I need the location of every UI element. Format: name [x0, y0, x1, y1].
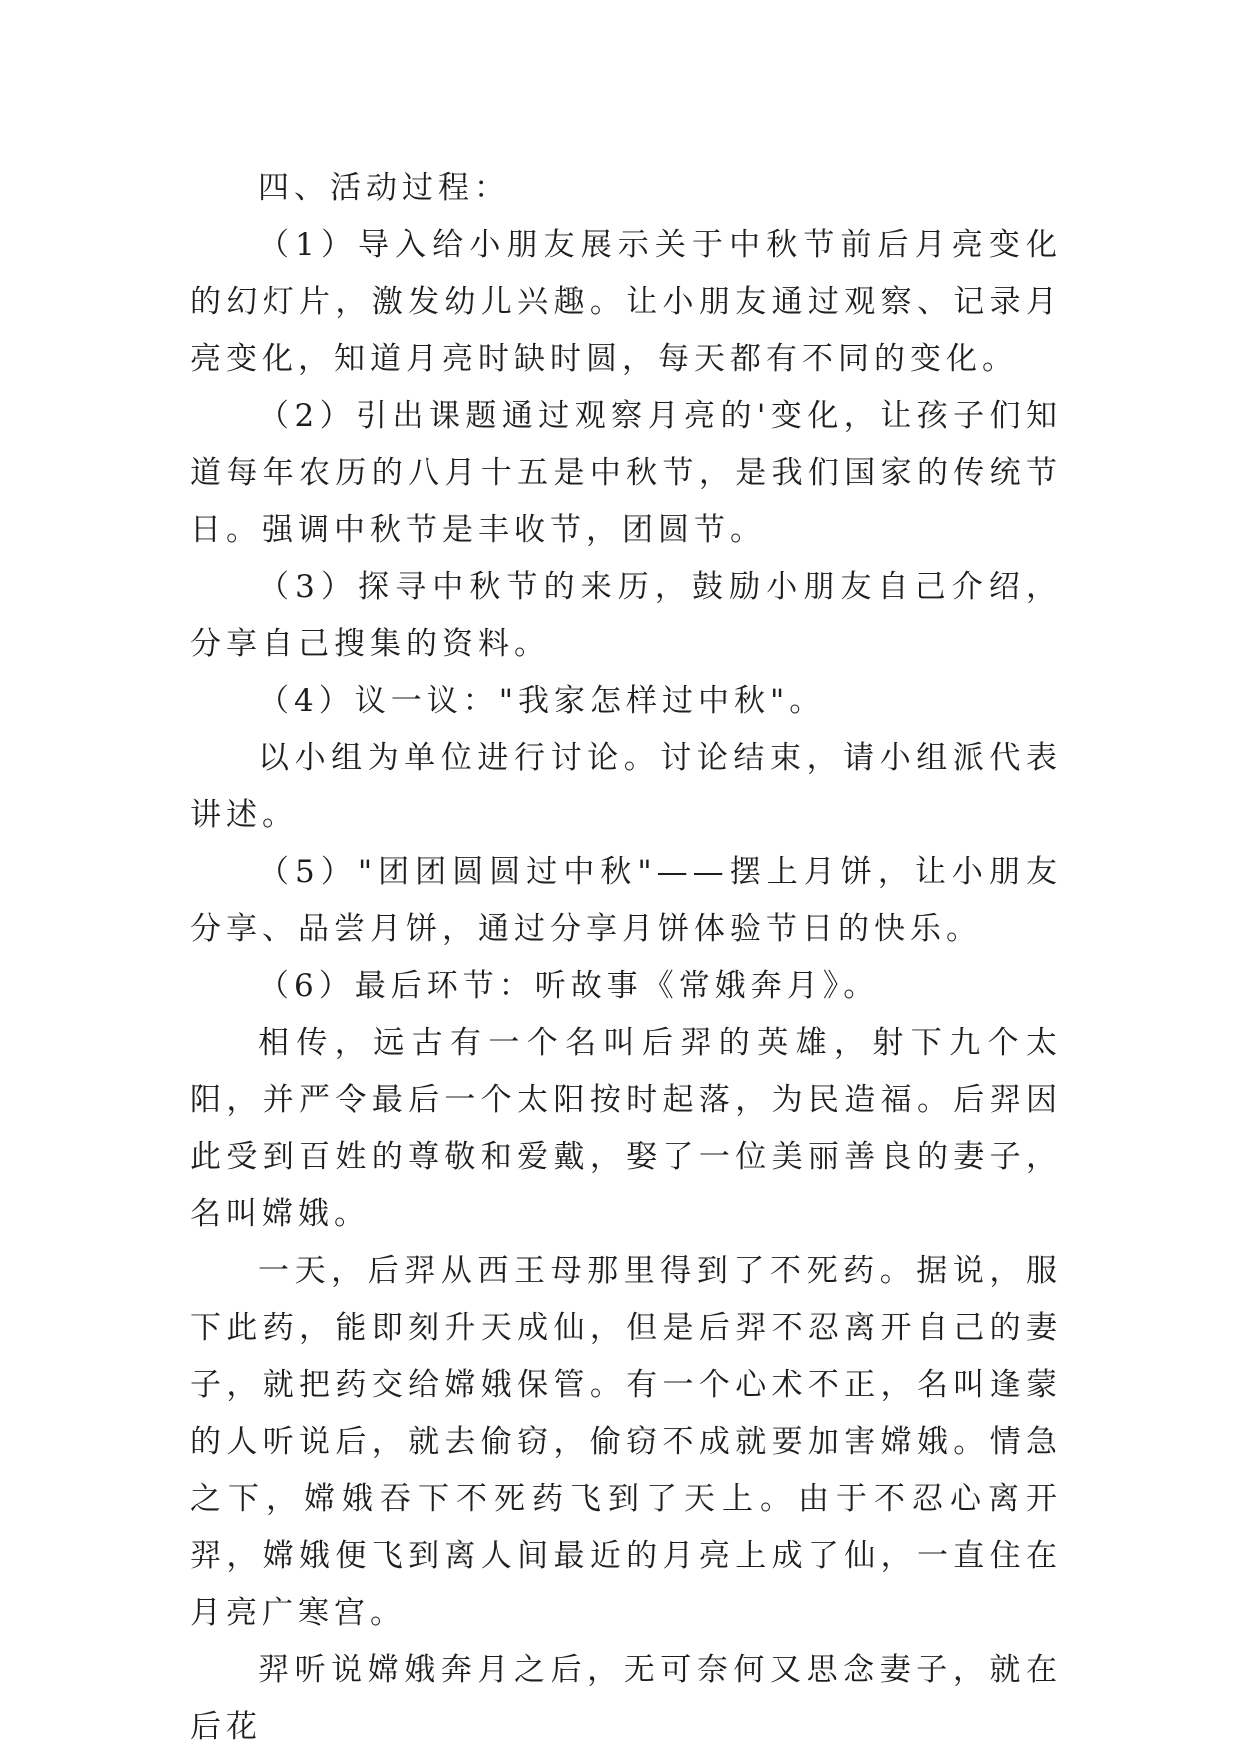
- paragraph-story-3: 羿听说嫦娥奔月之后，无可奈何又思念妻子，就在后花: [190, 1652, 1062, 1745]
- paragraph-step-1-intro: （1）导入给小朋友展示关于中秋节前后月亮变化的幻灯片，激发幼儿兴趣。让小朋友通过观察、记录月亮变化，知道月亮时缺时圆，每天都有不同的变化。: [190, 227, 1062, 377]
- paragraph-step-4-discuss: （4）议一议："我家怎样过中秋"。: [258, 683, 826, 719]
- paragraph-group-discussion: 以小组为单位进行讨论。讨论结束，请小组派代表讲述。: [190, 740, 1062, 833]
- paragraph-step-6-story: （6）最后环节：听故事《常娥奔月》。: [258, 968, 880, 1004]
- paragraph-story-2: 一天，后羿从西王母那里得到了不死药。据说，服下此药，能即刻升天成仙，但是后羿不忍离开自己的妻子，就把药交给嫦娥保管。有一个心术不正，名叫逢蒙的人听说后，就去偷窃，偷窃不成就要加害嫦娥。情急之下，嫦娥吞下不死药飞到了天上。由于不忍心离开羿，嫦娥便飞到离人间最近的月亮上成了仙，一直住在月亮广寒宫。: [190, 1253, 1062, 1631]
- paragraph-step-5-mooncake: （5）"团团圆圆过中秋"——摆上月饼，让小朋友分享、品尝月饼，通过分享月饼体验节日的快乐。: [190, 854, 1062, 947]
- paragraph-step-2-topic: （2）引出课题通过观察月亮的'变化，让孩子们知道每年农历的八月十五是中秋节，是我们国家的传统节日。强调中秋节是丰收节，团圆节。: [190, 398, 1062, 548]
- section-heading-activity-process: 四、活动过程：: [258, 170, 510, 206]
- paragraph-step-3-origin: （3）探寻中秋节的来历，鼓励小朋友自己介绍，分享自己搜集的资料。: [190, 569, 1062, 662]
- paragraph-story-1: 相传，远古有一个名叫后羿的英雄，射下九个太阳，并严令最后一个太阳按时起落，为民造福。后羿因此受到百姓的尊敬和爱戴，娶了一位美丽善良的妻子，名叫嫦娥。: [190, 1025, 1062, 1232]
- document-body: [190, 160, 1062, 1756]
